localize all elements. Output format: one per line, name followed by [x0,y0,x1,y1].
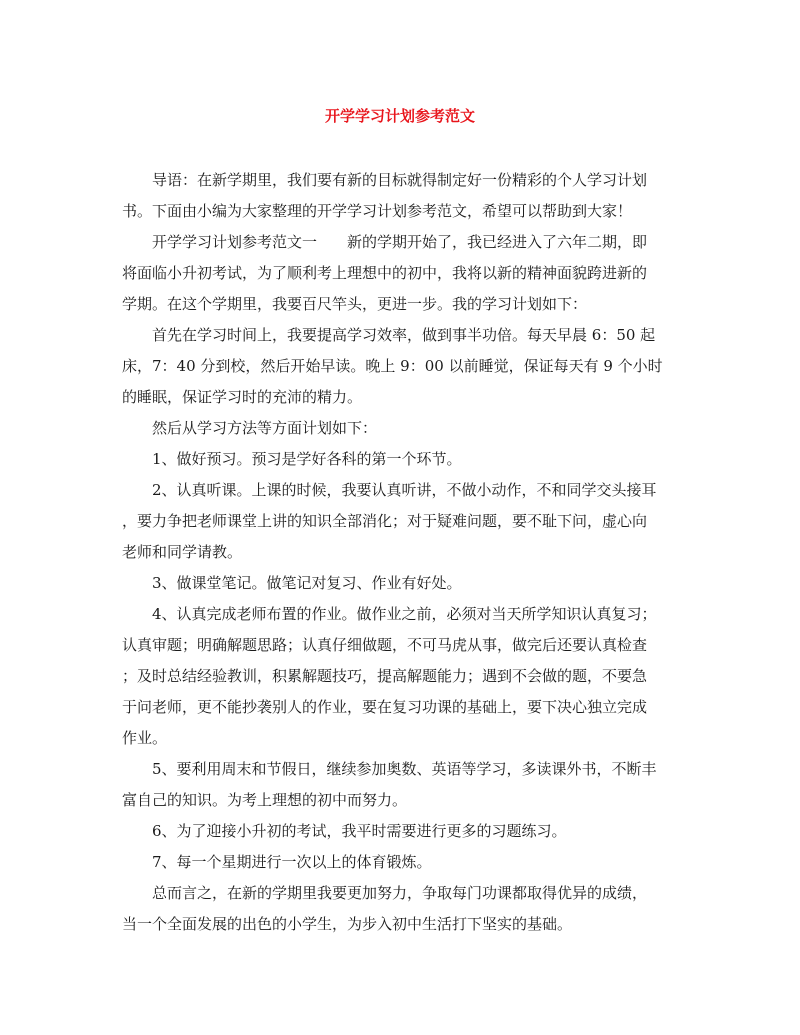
paragraph-line: 床，7：40 分到校，然后开始早读。晚上 9：00 以前睡觉，保证每天有 9 个小时 [122,357,663,375]
paragraph-line: 富自己的知识。为考上理想的初中而努力。 [122,791,408,809]
paragraph-line: 将面临小升初考试，为了顺利考上理想中的初中，我将以新的精神面貌跨进新的 [122,264,648,282]
paragraph-line: 当一个全面发展的出色的小学生，为步入初中生活打下坚实的基础。 [122,915,573,933]
paragraph-line: ，要力争把老师课堂上讲的知识全部消化；对于疑难问题，要不耻下问，虚心向 [122,512,648,530]
list-item: 2、认真听课。上课的时候，我要认真听讲，不做小动作，不和同学交头接耳 [152,481,657,499]
paragraph-line: 作业。 [122,729,168,747]
paragraph-line: 开学学习计划参考范文一 新的学期开始了，我已经进入了六年二期，即 [152,233,648,251]
list-item: 6、为了迎接小升初的考试，我平时需要进行更多的习题练习。 [152,822,567,840]
list-item: 7、每一个星期进行一次以上的体育锻炼。 [152,853,432,871]
paragraph-line: 学期。在这个学期里，我要百尺竿头，更进一步。我的学习计划如下： [122,295,588,313]
paragraph-line: 首先在学习时间上，我要提高学习效率，做到事半功倍。每天早晨 6：50 起 [152,326,656,344]
paragraph-line: 然后从学习方法等方面计划如下： [152,419,378,437]
paragraph-line: 的睡眠，保证学习时的充沛的精力。 [122,388,363,406]
paragraph-line: 老师和同学请教。 [122,543,243,561]
page-title: 开学学习计划参考范文 [324,107,475,125]
paragraph-line: ；及时总结经验教训，积累解题技巧，提高解题能力；遇到不会做的题，不要急 [122,667,648,685]
list-item: 5、要利用周末和节假日，继续参加奥数、英语等学习，多读课外书，不断丰 [152,760,657,778]
paragraph-line: 导语：在新学期里，我们要有新的目标就得制定好一份精彩的个人学习计划 [152,171,648,189]
paragraph-line: 书。下面由小编为大家整理的开学学习计划参考范文，希望可以帮助到大家！ [122,202,633,220]
paragraph-line: 认真审题；明确解题思路；认真仔细做题，不可马虎从事，做完后还要认真检查 [122,636,648,654]
paragraph-line: 于问老师，更不能抄袭别人的作业，要在复习功课的基础上，要下决心独立完成 [122,698,648,716]
list-item: 4、认真完成老师布置的作业。做作业之前，必须对当天所学知识认真复习； [152,605,657,623]
paragraph-line: 总而言之，在新的学期里我要更加努力，争取每门功课都取得优异的成绩， [152,884,648,902]
list-item: 1、做好预习。预习是学好各科的第一个环节。 [152,450,462,468]
list-item: 3、做课堂笔记。做笔记对复习、作业有好处。 [152,574,462,592]
